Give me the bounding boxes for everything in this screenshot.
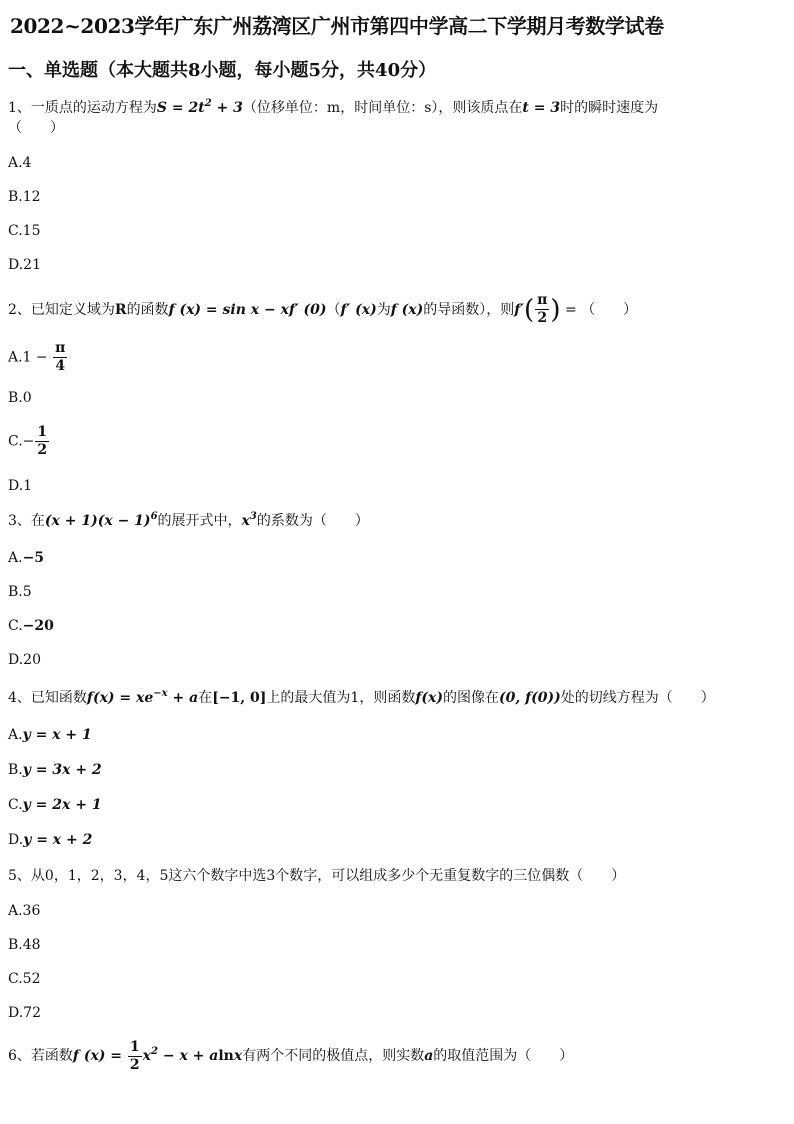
question-6 (8, 1038, 778, 1074)
question-1-option-d[interactable]: D.21 (8, 257, 41, 273)
question-4-option-c[interactable]: C.y = 2x + 1 (8, 797, 102, 813)
question-4-option-a[interactable]: A.y = x + 1 (8, 727, 92, 743)
question-4-option-d[interactable]: D.y = x + 2 (8, 832, 93, 848)
question-2 (8, 292, 778, 327)
question-4-stem: 4、已知函数$f(x) = xe^{-x} + a$在[−1, 0]上的最大值为1，则函数f(x)的图像在(0, f(0))处的切线方程为（ ） (8, 688, 715, 706)
pi-over-4-fraction: $\frac{\pi}{4}$ (55, 340, 66, 374)
exam-title: 2022~2023学年广东广州荔湾区广州市第四中学高二下学期月考数学试卷 (10, 14, 664, 38)
question-2-option-a[interactable]: A.1 − $\frac{\pi}{4}$ (8, 340, 66, 374)
question-1-stem: 1、一质点的运动方程为$S = 2t^2 + 3$（位移单位：m，时间单位：s），则该质点在t = 3时的瞬时速度为 (8, 98, 659, 116)
question-6-stem: 6、若函数f (x) = $\frac{1}{2}$ $x^2 - x + alnx$有两个不同的极值点，则实数a的取值范围为（ ） (8, 1038, 574, 1073)
question-1-option-b[interactable]: B.12 (8, 189, 41, 205)
question-5 (8, 866, 778, 886)
question-5-option-b[interactable]: B.48 (8, 937, 41, 953)
answer-blank: （ ） (8, 120, 64, 136)
question-2-option-d[interactable]: D.1 (8, 478, 33, 494)
question-5-option-a[interactable]: A.36 (8, 903, 41, 919)
question-3-option-d[interactable]: D.20 (8, 652, 41, 668)
question-3-option-c[interactable]: C.−20 (8, 618, 54, 634)
section-heading: 一、单选题（本大题共8小题，每小题5分，共40分） (8, 60, 437, 81)
question-5-stem: 5、从0，1，2，3，4，5这六个数字中选3个数字，可以组成多少个无重复数字的三位偶数（ ） (8, 868, 626, 884)
question-1 (8, 98, 778, 138)
one-half-fraction: $\frac{1}{2}$ (37, 424, 48, 458)
question-3 (8, 511, 778, 531)
question-3-option-b[interactable]: B.5 (8, 584, 32, 600)
question-4-option-b[interactable]: B.y = 3x + 2 (8, 762, 102, 778)
question-1-option-a[interactable]: A.4 (8, 155, 32, 171)
pi-over-2-fraction: $\frac{\pi}{2}$ (537, 292, 548, 326)
question-2-option-c[interactable]: C.− $\frac{1}{2}$ (8, 424, 48, 458)
question-3-option-a[interactable]: A.−5 (8, 550, 45, 566)
question-3-stem: 3、在$(x + 1)(x - 1)^6$的展开式中，$x^3$的系数为（ ） (8, 511, 369, 529)
question-4 (8, 688, 778, 708)
question-5-option-c[interactable]: C.52 (8, 971, 41, 987)
question-2-stem: 2、已知定义域为R的函数f (x) = sin x − xf′ (0)（f′ (x)为f (x)的导函数），则f′( $\frac{\pi}{2}$ ) = （ ） (8, 292, 638, 326)
question-2-option-b[interactable]: B.0 (8, 390, 32, 406)
one-half-fraction: $\frac{1}{2}$ (129, 1038, 140, 1073)
question-1-option-c[interactable]: C.15 (8, 223, 41, 239)
question-5-option-d[interactable]: D.72 (8, 1005, 41, 1021)
